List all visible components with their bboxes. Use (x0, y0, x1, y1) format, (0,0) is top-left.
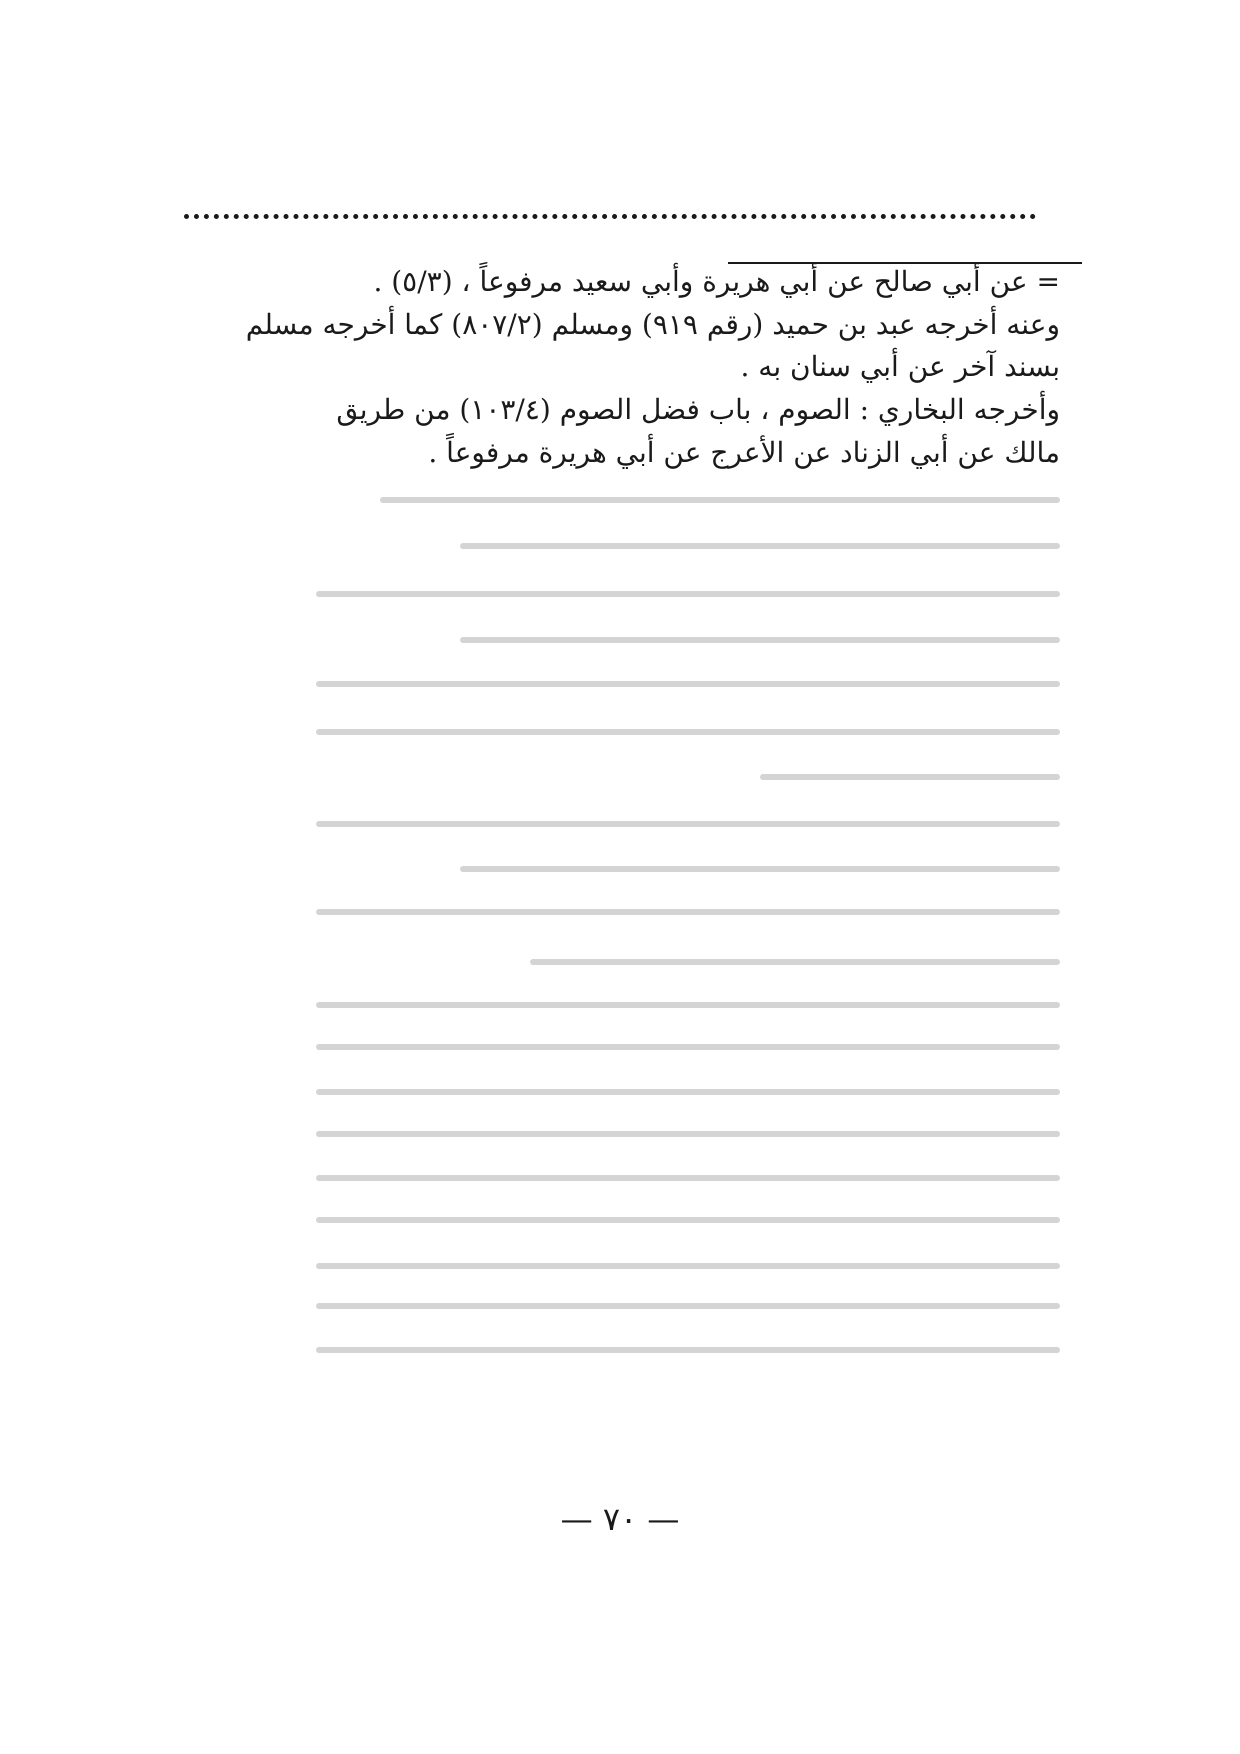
text-line: وأخرجه البخاري : الصوم ، باب فضل الصوم (١٠٣/٤) من طريق (336, 393, 1060, 426)
text-line: بسند آخر عن أبي سنان به . (740, 350, 1060, 383)
text-line: وعنه أخرجه عبد بن حميد (رقم ٩١٩) ومسلم (٨٠٧/٢) كما أخرجه مسلم (245, 308, 1060, 341)
text-line: مالك عن أبي الزناد عن الأعرج عن أبي هريرة مرفوعاً . (428, 436, 1060, 469)
top-dotted-rule (184, 214, 1036, 219)
text-line: = عن أبي صالح عن أبي هريرة وأبي سعيد مرفوعاً ، (٥/٣) . (373, 265, 1060, 298)
page-number: — ٧٠ — (560, 1500, 680, 1538)
